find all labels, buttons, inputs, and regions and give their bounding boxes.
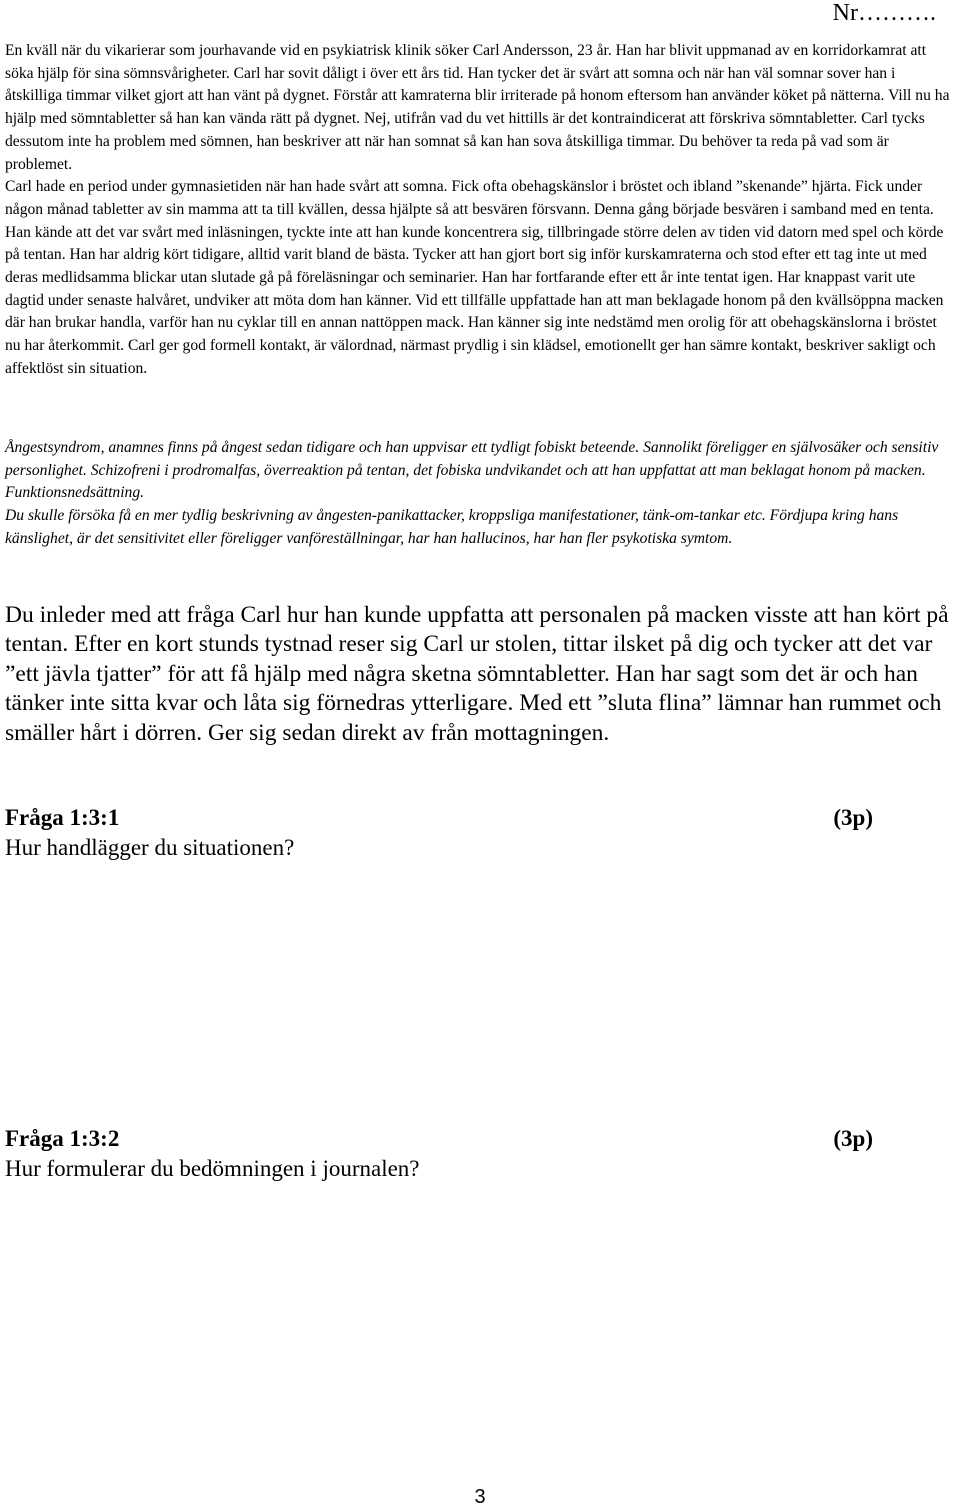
page-number: 3 (474, 1486, 486, 1508)
question-label: Fråga 1:3:2 (5, 1126, 120, 1151)
question-text: Hur handlägger du situationen? (5, 835, 295, 860)
case-paragraph: En kväll när du vikarierar som jourhavande vid en psykiatrisk klinik söker Carl Andersson, 23 år. Han har blivit uppmanad av en korridorkamrat att söka hjälp för sina sömnsvårigheter. Carl har sovit dåligt i över ett års tid. Han tycker det är svårt att somna och när han väl somnar sover han i åtskilliga timmar vilket gjort att han vänt på dygnet. Förstår att kamraterna blir irriterade på honom eftersom han använder köket på nätterna. Vill nu ha hjälp med sömntabletter så han kan vända rätt på dygnet. Nej, utifrån vad du vet hittills är det kontraindicerat att förskriva sömntabletter. Carl tycks dessutom inte ha problem med sömnen, han beskriver att när han somnat så kan han sova åtskilliga timmar. Du behöver ta reda på vad som är problemet. (5, 42, 950, 173)
question-points: (3p) (833, 805, 873, 830)
exam-number-field: Nr………. (832, 0, 936, 26)
assessment-note (5, 437, 955, 551)
question-1 (5, 803, 873, 863)
note-paragraph: Ångestsyndrom, anamnes finns på ångest sedan tidigare och han uppvisar ett tydligt fobiskt beteende. Sannolikt föreligger en självosäker och sensitiv personlighet. Schizofreni i prodromalfas, överreaktion på tentan, det fobiska undvikandet och att han uppfattat att man beklagat honom på macken. Funktionsnedsättning. (5, 439, 939, 502)
note-paragraph: Du skulle försöka få en mer tydlig beskrivning av ångesten-panikattacker, kroppsliga manifestationer, tänk-om-tankar etc. Fördjupa kring hans känslighet, är det sensitivitet eller föreligger vanföreställningar, har han hallucinos, har han fler psykotiska symtom. (5, 507, 899, 547)
question-text: Hur formulerar du bedömningen i journalen? (5, 1156, 420, 1181)
question-points: (3p) (833, 1126, 873, 1151)
question-label: Fråga 1:3:1 (5, 805, 120, 830)
case-description (5, 40, 955, 381)
case-paragraph: Carl hade en period under gymnasietiden när han hade svårt att somna. Fick ofta obehagskänslor i bröstet och ibland ”skenande” hjärta. Fick under någon månad tabletter av sin mamma att ta till kvällen, dessa hjälpte så att besvären försvann. Denna gång började besvären i samband med en tenta. Han kände att det var svårt med inläsningen, tyckte inte att han kunde koncentrera sig, tillbringade större delen av tiden vid datorn med spel och körde på tentan. Han har aldrig kört tidigare, alltid varit bland de bästa. Tycker att han gjort bort sig inför kurskamraterna och stod efter ett tag inte ut med deras medlidsamma blickar utan slutade gå på föreläsningar och seminarier. Han har fortfarande efter ett år inte tentat igen. Har knappast varit ute dagtid under senaste halvåret, undviker att möta dom han känner. Vid ett tillfälle uppfattade han att man beklagade honom på den kvällsöppna macken där han brukar handla, varför han nu cyklar till en annan nattöppen mack. Han känner sig inte nedstämd men orolig för att obehagskänslorna i bröstet nu har återkommit. Carl ger god formell kontakt, är välordnad, närmast prydlig i sin klädsel, emotionellt ger han sämre kontakt, beskriver sakligt och affektlöst sin situation. (5, 178, 944, 377)
scenario-text: Du inleder med att fråga Carl hur han kunde uppfatta att personalen på macken visste att han kört på tentan. Efter en kort stunds tystnad reser sig Carl ur stolen, tittar ilsket på dig och tycker att det var ”ett jävla tjatter” för att få hjälp med några sketna sömntabletter. Han har sagt som det är och han tänker inte sitta kvar och låta sig förnedras ytterligare. Med ett ”sluta flina” lämnar han rummet och smäller hårt i dörren. Ger sig sedan direkt av från mottagningen. (5, 602, 949, 746)
question-2 (5, 1124, 873, 1184)
